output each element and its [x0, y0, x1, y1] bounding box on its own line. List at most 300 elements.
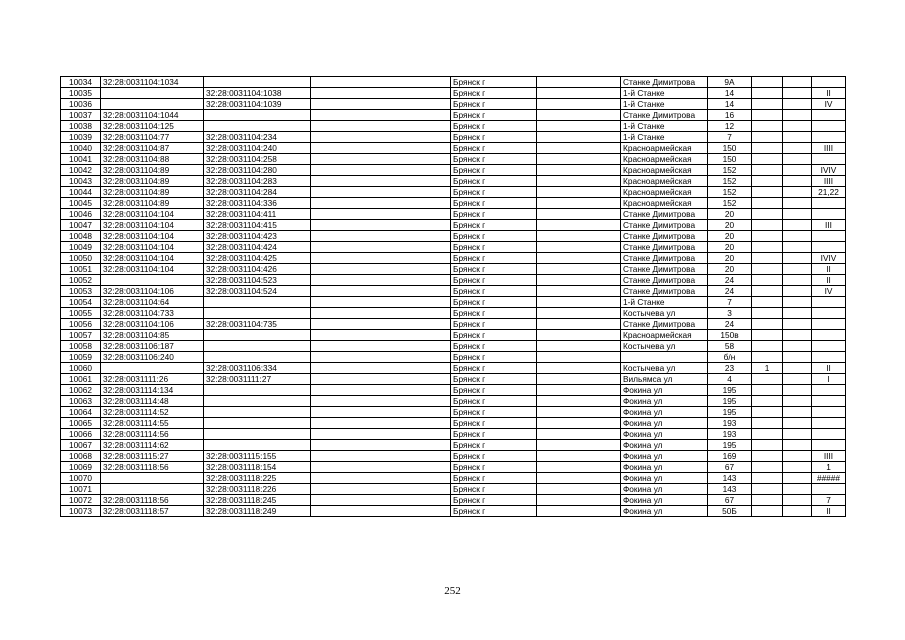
- room-cell: [812, 330, 846, 341]
- blank-column-2: [537, 253, 621, 264]
- house-number: 193: [708, 418, 752, 429]
- row-number: 10042: [61, 165, 101, 176]
- city-cell: Брянск г: [451, 319, 537, 330]
- object-number: 32:28:0031104:336: [204, 198, 311, 209]
- house-number: 143: [708, 473, 752, 484]
- blank-column-2: [537, 495, 621, 506]
- blank-column-3: [783, 429, 812, 440]
- city-cell: Брянск г: [451, 374, 537, 385]
- house-number: 67: [708, 462, 752, 473]
- row-number: 10035: [61, 88, 101, 99]
- cadastral-number: 32:28:0031104:89: [101, 198, 204, 209]
- house-number: 58: [708, 341, 752, 352]
- house-number: 143: [708, 484, 752, 495]
- blank-column-2: [537, 330, 621, 341]
- house-number: 14: [708, 88, 752, 99]
- blank-column-3: [783, 77, 812, 88]
- house-number: 7: [708, 132, 752, 143]
- row-number: 10070: [61, 473, 101, 484]
- blank-column-2: [537, 418, 621, 429]
- city-cell: Брянск г: [451, 231, 537, 242]
- city-cell: Брянск г: [451, 110, 537, 121]
- table-row: [61, 154, 846, 165]
- house-number: 150: [708, 154, 752, 165]
- row-number: 10041: [61, 154, 101, 165]
- city-cell: Брянск г: [451, 462, 537, 473]
- blank-column: [311, 110, 451, 121]
- blank-column: [311, 484, 451, 495]
- table-row: [61, 165, 846, 176]
- object-number: 32:28:0031104:423: [204, 231, 311, 242]
- street-cell: Фокина ул: [621, 506, 708, 517]
- blank-column: [311, 396, 451, 407]
- row-number: 10062: [61, 385, 101, 396]
- blank-column: [311, 77, 451, 88]
- object-number: [204, 352, 311, 363]
- blank-column-2: [537, 319, 621, 330]
- house-number: 12: [708, 121, 752, 132]
- blank-column-3: [783, 495, 812, 506]
- city-cell: Брянск г: [451, 242, 537, 253]
- row-number: 10047: [61, 220, 101, 231]
- table-row: [61, 231, 846, 242]
- table-row: [61, 121, 846, 132]
- table-row: [61, 506, 846, 517]
- building-cell: [752, 484, 783, 495]
- room-cell: [812, 385, 846, 396]
- row-number: 10057: [61, 330, 101, 341]
- page-number: 252: [444, 585, 461, 597]
- street-cell: Красноармейская: [621, 154, 708, 165]
- blank-column-2: [537, 429, 621, 440]
- city-cell: Брянск г: [451, 220, 537, 231]
- blank-column: [311, 473, 451, 484]
- room-cell: [812, 341, 846, 352]
- city-cell: Брянск г: [451, 187, 537, 198]
- row-number: 10045: [61, 198, 101, 209]
- blank-column: [311, 187, 451, 198]
- row-number: 10071: [61, 484, 101, 495]
- street-cell: [621, 352, 708, 363]
- table-row: [61, 385, 846, 396]
- house-number: 20: [708, 264, 752, 275]
- cadastral-number: 32:28:0031104:104: [101, 253, 204, 264]
- building-cell: [752, 132, 783, 143]
- table-row: [61, 429, 846, 440]
- room-cell: [812, 231, 846, 242]
- street-cell: Вильямса ул: [621, 374, 708, 385]
- building-cell: [752, 495, 783, 506]
- city-cell: Брянск г: [451, 407, 537, 418]
- table-row: [61, 187, 846, 198]
- row-number: 10056: [61, 319, 101, 330]
- street-cell: Фокина ул: [621, 462, 708, 473]
- blank-column-2: [537, 77, 621, 88]
- cadastral-number: 32:28:0031104:104: [101, 220, 204, 231]
- cadastral-number: 32:28:0031114:56: [101, 429, 204, 440]
- blank-column: [311, 209, 451, 220]
- building-cell: [752, 231, 783, 242]
- blank-column: [311, 451, 451, 462]
- building-cell: [752, 198, 783, 209]
- table-row: [61, 77, 846, 88]
- building-cell: [752, 209, 783, 220]
- house-number: 4: [708, 374, 752, 385]
- room-cell: IVIV: [812, 253, 846, 264]
- cadastral-number: 32:28:0031114:52: [101, 407, 204, 418]
- row-number: 10068: [61, 451, 101, 462]
- building-cell: [752, 77, 783, 88]
- object-number: 32:28:0031106:334: [204, 363, 311, 374]
- street-cell: Станке Димитрова: [621, 110, 708, 121]
- blank-column-3: [783, 341, 812, 352]
- blank-column-2: [537, 473, 621, 484]
- city-cell: Брянск г: [451, 396, 537, 407]
- city-cell: Брянск г: [451, 429, 537, 440]
- cadastral-table: [60, 76, 846, 517]
- blank-column: [311, 99, 451, 110]
- city-cell: Брянск г: [451, 88, 537, 99]
- room-cell: [812, 77, 846, 88]
- object-number: [204, 385, 311, 396]
- object-number: 32:28:0031104:234: [204, 132, 311, 143]
- building-cell: [752, 143, 783, 154]
- room-cell: [812, 198, 846, 209]
- city-cell: Брянск г: [451, 275, 537, 286]
- street-cell: Фокина ул: [621, 495, 708, 506]
- street-cell: Станке Димитрова: [621, 209, 708, 220]
- row-number: 10066: [61, 429, 101, 440]
- blank-column: [311, 88, 451, 99]
- object-number: 32:28:0031104:1039: [204, 99, 311, 110]
- blank-column-2: [537, 143, 621, 154]
- table-row: [61, 396, 846, 407]
- object-number: [204, 308, 311, 319]
- row-number: 10065: [61, 418, 101, 429]
- row-number: 10034: [61, 77, 101, 88]
- cadastral-number: 32:28:0031115:27: [101, 451, 204, 462]
- street-cell: 1-й Станке: [621, 99, 708, 110]
- building-cell: [752, 176, 783, 187]
- street-cell: Красноармейская: [621, 165, 708, 176]
- blank-column-2: [537, 99, 621, 110]
- blank-column-2: [537, 132, 621, 143]
- row-number: 10050: [61, 253, 101, 264]
- room-cell: III: [812, 220, 846, 231]
- blank-column-3: [783, 330, 812, 341]
- table-row: [61, 451, 846, 462]
- blank-column-2: [537, 341, 621, 352]
- house-number: 20: [708, 242, 752, 253]
- blank-column: [311, 121, 451, 132]
- street-cell: 1-й Станке: [621, 121, 708, 132]
- room-cell: #####: [812, 473, 846, 484]
- cadastral-number: 32:28:0031104:88: [101, 154, 204, 165]
- city-cell: Брянск г: [451, 176, 537, 187]
- blank-column-2: [537, 297, 621, 308]
- blank-column-2: [537, 275, 621, 286]
- row-number: 10046: [61, 209, 101, 220]
- blank-column: [311, 440, 451, 451]
- cadastral-number: 32:28:0031104:1044: [101, 110, 204, 121]
- blank-column: [311, 220, 451, 231]
- blank-column: [311, 462, 451, 473]
- cadastral-number: 32:28:0031104:89: [101, 176, 204, 187]
- object-number: 32:28:0031104:411: [204, 209, 311, 220]
- blank-column-3: [783, 264, 812, 275]
- blank-column-3: [783, 352, 812, 363]
- cadastral-number: 32:28:0031104:1034: [101, 77, 204, 88]
- street-cell: Станке Димитрова: [621, 231, 708, 242]
- city-cell: Брянск г: [451, 341, 537, 352]
- building-cell: [752, 341, 783, 352]
- cadastral-number: 32:28:0031104:64: [101, 297, 204, 308]
- object-number: 32:28:0031104:425: [204, 253, 311, 264]
- building-cell: [752, 440, 783, 451]
- object-number: 32:28:0031104:424: [204, 242, 311, 253]
- street-cell: Станке Димитрова: [621, 77, 708, 88]
- row-number: 10063: [61, 396, 101, 407]
- city-cell: Брянск г: [451, 264, 537, 275]
- house-number: 9А: [708, 77, 752, 88]
- blank-column-2: [537, 363, 621, 374]
- blank-column: [311, 352, 451, 363]
- house-number: 24: [708, 286, 752, 297]
- cadastral-number: 32:28:0031104:104: [101, 264, 204, 275]
- table-row: [61, 319, 846, 330]
- row-number: 10037: [61, 110, 101, 121]
- house-number: 150: [708, 143, 752, 154]
- house-number: 152: [708, 198, 752, 209]
- blank-column: [311, 418, 451, 429]
- blank-column-2: [537, 110, 621, 121]
- house-number: 195: [708, 407, 752, 418]
- object-number: 32:28:0031118:249: [204, 506, 311, 517]
- row-number: 10060: [61, 363, 101, 374]
- building-cell: [752, 352, 783, 363]
- table-row: [61, 473, 846, 484]
- city-cell: Брянск г: [451, 495, 537, 506]
- city-cell: Брянск г: [451, 198, 537, 209]
- blank-column-2: [537, 352, 621, 363]
- table-row: [61, 209, 846, 220]
- city-cell: Брянск г: [451, 473, 537, 484]
- street-cell: Станке Димитрова: [621, 220, 708, 231]
- table-row: [61, 484, 846, 495]
- building-cell: [752, 506, 783, 517]
- blank-column-3: [783, 506, 812, 517]
- building-cell: [752, 99, 783, 110]
- building-cell: [752, 396, 783, 407]
- table-row: [61, 88, 846, 99]
- room-cell: [812, 484, 846, 495]
- row-number: 10039: [61, 132, 101, 143]
- row-number: 10072: [61, 495, 101, 506]
- street-cell: Фокина ул: [621, 484, 708, 495]
- table-row: [61, 264, 846, 275]
- street-cell: Фокина ул: [621, 451, 708, 462]
- blank-column-2: [537, 187, 621, 198]
- room-cell: [812, 396, 846, 407]
- blank-column-3: [783, 396, 812, 407]
- blank-column-2: [537, 506, 621, 517]
- table-row: [61, 374, 846, 385]
- room-cell: [812, 209, 846, 220]
- cadastral-number: [101, 363, 204, 374]
- object-number: 32:28:0031118:154: [204, 462, 311, 473]
- blank-column-3: [783, 286, 812, 297]
- building-cell: [752, 374, 783, 385]
- blank-column-3: [783, 407, 812, 418]
- house-number: 20: [708, 231, 752, 242]
- cadastral-number: 32:28:0031114:48: [101, 396, 204, 407]
- cadastral-number: 32:28:0031106:187: [101, 341, 204, 352]
- blank-column: [311, 506, 451, 517]
- cadastral-number: 32:28:0031118:56: [101, 495, 204, 506]
- blank-column: [311, 319, 451, 330]
- building-cell: [752, 220, 783, 231]
- street-cell: Костычева ул: [621, 308, 708, 319]
- room-cell: IV: [812, 99, 846, 110]
- city-cell: Брянск г: [451, 330, 537, 341]
- building-cell: [752, 462, 783, 473]
- row-number: 10064: [61, 407, 101, 418]
- cadastral-number: 32:28:0031104:85: [101, 330, 204, 341]
- house-number: б/н: [708, 352, 752, 363]
- cadastral-number: 32:28:0031104:104: [101, 242, 204, 253]
- blank-column: [311, 143, 451, 154]
- street-cell: Красноармейская: [621, 330, 708, 341]
- table-row: [61, 297, 846, 308]
- blank-column-3: [783, 165, 812, 176]
- blank-column: [311, 495, 451, 506]
- object-number: [204, 330, 311, 341]
- object-number: 32:28:0031104:415: [204, 220, 311, 231]
- blank-column-3: [783, 88, 812, 99]
- street-cell: Фокина ул: [621, 407, 708, 418]
- table-row: [61, 220, 846, 231]
- object-number: [204, 297, 311, 308]
- blank-column-2: [537, 220, 621, 231]
- object-number: [204, 110, 311, 121]
- object-number: 32:28:0031111:27: [204, 374, 311, 385]
- house-number: 195: [708, 440, 752, 451]
- blank-column-2: [537, 440, 621, 451]
- row-number: 10059: [61, 352, 101, 363]
- street-cell: 1-й Станке: [621, 297, 708, 308]
- cadastral-number: 32:28:0031104:89: [101, 187, 204, 198]
- city-cell: Брянск г: [451, 297, 537, 308]
- blank-column-3: [783, 418, 812, 429]
- cadastral-number: 32:28:0031104:106: [101, 319, 204, 330]
- building-cell: [752, 385, 783, 396]
- building-cell: [752, 242, 783, 253]
- object-number: [204, 396, 311, 407]
- row-number: 10049: [61, 242, 101, 253]
- room-cell: IIII: [812, 143, 846, 154]
- city-cell: Брянск г: [451, 363, 537, 374]
- building-cell: [752, 319, 783, 330]
- table-row: [61, 495, 846, 506]
- table-row: [61, 341, 846, 352]
- object-number: [204, 429, 311, 440]
- row-number: 10069: [61, 462, 101, 473]
- object-number: 32:28:0031104:524: [204, 286, 311, 297]
- building-cell: [752, 165, 783, 176]
- cadastral-number: [101, 88, 204, 99]
- row-number: 10038: [61, 121, 101, 132]
- city-cell: Брянск г: [451, 440, 537, 451]
- object-number: 32:28:0031104:240: [204, 143, 311, 154]
- object-number: 32:28:0031104:283: [204, 176, 311, 187]
- table-row: [61, 275, 846, 286]
- room-cell: IIII: [812, 176, 846, 187]
- street-cell: Фокина ул: [621, 429, 708, 440]
- street-cell: 1-й Станке: [621, 132, 708, 143]
- room-cell: [812, 110, 846, 121]
- house-number: 20: [708, 253, 752, 264]
- blank-column-3: [783, 385, 812, 396]
- city-cell: Брянск г: [451, 99, 537, 110]
- cadastral-number: 32:28:0031104:89: [101, 165, 204, 176]
- room-cell: II: [812, 264, 846, 275]
- blank-column: [311, 198, 451, 209]
- building-cell: [752, 473, 783, 484]
- city-cell: Брянск г: [451, 132, 537, 143]
- room-cell: [812, 440, 846, 451]
- building-cell: [752, 330, 783, 341]
- blank-column-3: [783, 462, 812, 473]
- house-number: 152: [708, 176, 752, 187]
- room-cell: [812, 154, 846, 165]
- building-cell: [752, 308, 783, 319]
- blank-column-3: [783, 209, 812, 220]
- object-number: 32:28:0031115:155: [204, 451, 311, 462]
- blank-column-2: [537, 286, 621, 297]
- room-cell: [812, 407, 846, 418]
- building-cell: [752, 253, 783, 264]
- city-cell: Брянск г: [451, 209, 537, 220]
- room-cell: II: [812, 275, 846, 286]
- blank-column-3: [783, 132, 812, 143]
- blank-column-2: [537, 385, 621, 396]
- street-cell: Станке Димитрова: [621, 253, 708, 264]
- row-number: 10061: [61, 374, 101, 385]
- street-cell: Станке Димитрова: [621, 264, 708, 275]
- blank-column: [311, 407, 451, 418]
- blank-column-3: [783, 297, 812, 308]
- table-row: [61, 198, 846, 209]
- object-number: 32:28:0031104:523: [204, 275, 311, 286]
- building-cell: [752, 110, 783, 121]
- cadastral-number: [101, 275, 204, 286]
- table-row: [61, 242, 846, 253]
- room-cell: IV: [812, 286, 846, 297]
- blank-column-2: [537, 209, 621, 220]
- object-number: 32:28:0031118:245: [204, 495, 311, 506]
- table-row: [61, 352, 846, 363]
- table-row: [61, 462, 846, 473]
- cadastral-number: [101, 99, 204, 110]
- cadastral-number: 32:28:0031104:104: [101, 209, 204, 220]
- blank-column: [311, 231, 451, 242]
- blank-column-3: [783, 99, 812, 110]
- table-row: [61, 363, 846, 374]
- room-cell: II: [812, 88, 846, 99]
- building-cell: [752, 187, 783, 198]
- city-cell: Брянск г: [451, 286, 537, 297]
- row-number: 10040: [61, 143, 101, 154]
